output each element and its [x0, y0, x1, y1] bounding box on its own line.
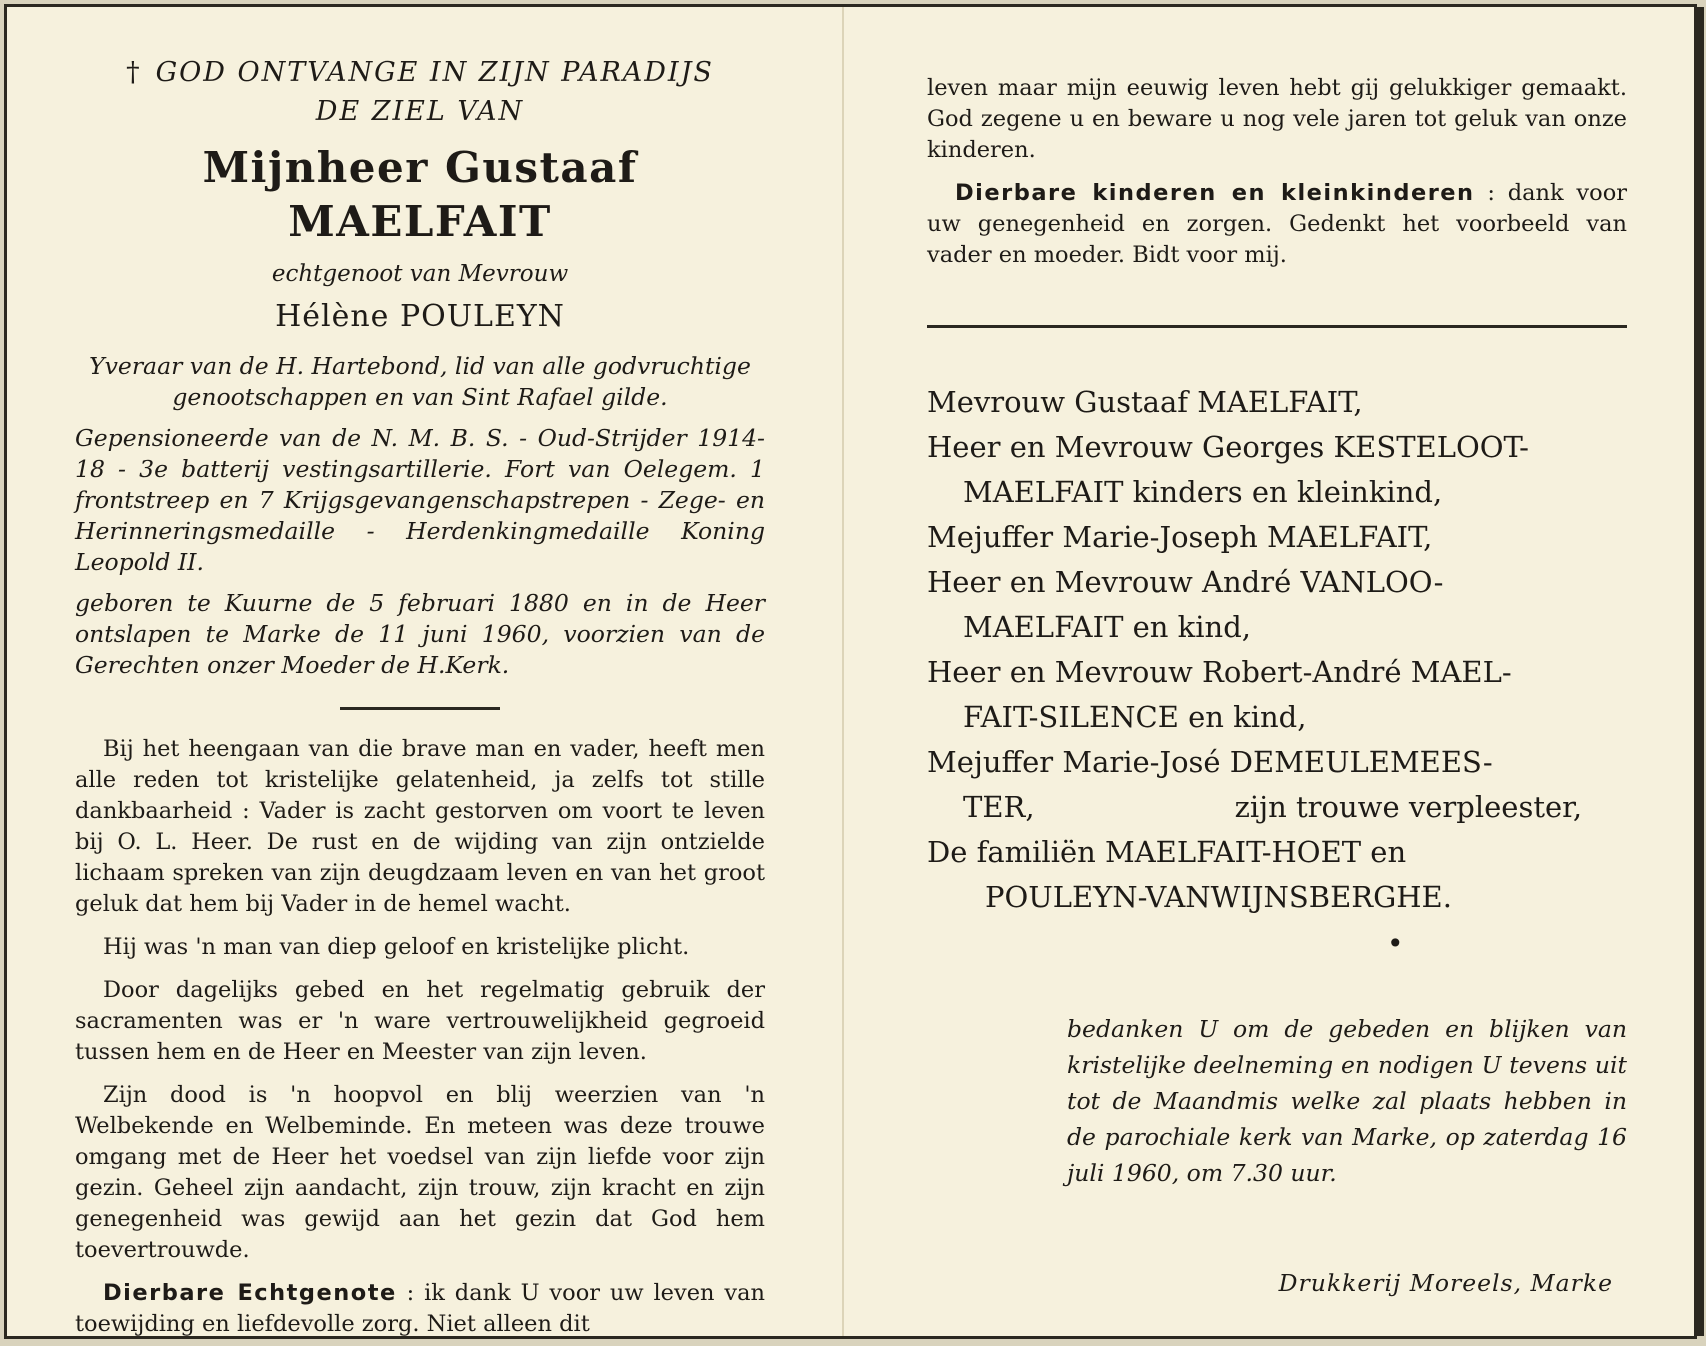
- family-line: POULEYN-VANWIJNSBERGHE.: [985, 880, 1452, 914]
- family-line: Heer en Mevrouw Robert-André MAEL-: [927, 655, 1512, 689]
- card-fold: [842, 7, 844, 1336]
- family-line: MAELFAIT en kind,: [963, 610, 1251, 644]
- family-line: De familiën MAELFAIT-HOET en: [927, 835, 1407, 869]
- spouse-address-heading: Dierbare Echtgenote: [103, 1280, 397, 1306]
- right-page: [927, 73, 1627, 1297]
- family-line: [927, 785, 1627, 830]
- service-text: Gepensioneerde van de N. M. B. S. - Oud-Strijder 1914-18 - 3e batterij vestingsartillerie. Fort van Oelegem. 1 frontstreep en 7 Krijgsgevangenschapstrepen - Zege- en Herinneringsmedaille - Herdenkingmedaille Koning Leopold II.: [75, 424, 765, 576]
- spouse-intro: echtgenoot van Mevrouw: [271, 261, 569, 287]
- children-text: : dank voor uw genegenheid en zorgen. Gedenkt het voorbeeld van vader en moeder. Bidt voor mij.: [927, 180, 1627, 268]
- children-heading: Dierbare kinderen en kleinkinderen: [955, 180, 1475, 206]
- nurse-role: zijn trouwe verpleester,: [1234, 790, 1583, 824]
- memberships-text: Yveraar van de H. Hartebond, lid van alle godvruchtige genootschappen en van Sint Rafael gilde.: [89, 352, 751, 411]
- memorial-card: [4, 4, 1697, 1339]
- continued-text: leven maar mijn eeuwig leven hebt gij gelukkiger gemaakt. God zegene u en beware u nog vele jaren tot geluk van onze kinderen.: [927, 75, 1627, 163]
- family-line: MAELFAIT kinders en kleinkind,: [963, 475, 1443, 509]
- family-line: Mejuffer Marie-Joseph MAELFAIT,: [927, 520, 1433, 554]
- left-page: [75, 53, 765, 1340]
- paragraph-3: Door dagelijks gebed en het regelmatig gebruik der sacramenten was er 'n ware vertrouwelijkheid gegroeid tussen hem en de Heer en Meester van zijn leven.: [75, 977, 765, 1065]
- spouse-address-text: : ik dank U voor uw leven van toewijding en liefdevolle zorg. Niet alleen dit: [75, 1280, 765, 1337]
- cross-icon: †: [126, 57, 142, 88]
- deceased-name: Mijnheer Gustaaf MAELFAIT: [202, 143, 638, 246]
- family-list: [927, 380, 1627, 920]
- printer-credit: Drukkerij Moreels, Marke: [1278, 1269, 1613, 1297]
- birth-death-text: geboren te Kuurne de 5 februari 1880 en in de Heer ontslapen te Marke de 11 juni 1960, voorzien van de Gerechten onzer Moeder de H.Kerk.: [75, 589, 765, 679]
- family-line: FAIT-SILENCE en kind,: [963, 700, 1307, 734]
- family-line: Mevrouw Gustaaf MAELFAIT,: [927, 385, 1363, 419]
- spouse-name: Hélène POULEYN: [275, 299, 565, 334]
- prayer-line-1: GOD ONTVANGE IN ZIJN PARADIJS: [155, 57, 714, 88]
- family-line: Heer en Mevrouw André VANLOO-: [927, 565, 1444, 599]
- prayer-line-2: DE ZIEL VAN: [315, 96, 525, 127]
- prayer-heading: [75, 53, 765, 131]
- children-paragraph: [927, 178, 1627, 271]
- family-line-part: TER,: [963, 790, 1035, 824]
- separator-dot: •: [1387, 927, 1404, 960]
- thanks-text: bedanken U om de gebeden en blijken van kristelijke deelneming en nodigen U tevens uit tot de Maandmis welke zal plaats hebben in de parochiale kerk van Marke, op zaterdag 16 juli 1960, om 7.30 uur.: [1067, 1015, 1627, 1187]
- paragraph-2: Hij was 'n man van diep geloof en kristelijke plicht.: [103, 934, 690, 960]
- paragraph-1: Bij het heengaan van die brave man en vader, heeft men alle reden tot kristelijke gelatenheid, ja zelfs tot stille dankbaarheid : Vader is zacht gestorven om voort te leven bij O. L. Heer. De rust en de wijding van zijn ontzielde lichaam spreken van zijn deugdzaam leven en van het groot geluk dat hem bij Vader in de hemel wacht.: [75, 736, 765, 917]
- paragraph-5: [75, 1278, 765, 1340]
- divider-long: [927, 325, 1627, 328]
- paragraph-4: Zijn dood is 'n hoopvol en blij weerzien van 'n Welbekende en Welbeminde. En meteen was deze trouwe omgang met de Heer het voedsel van zijn liefde voor zijn gezin. Geheel zijn aandacht, zijn trouw, zijn kracht en zijn genegenheid was gewijd aan het gezin dat God hem toevertrouwde.: [75, 1082, 765, 1263]
- divider: [340, 707, 500, 710]
- family-line: Mejuffer Marie-José DEMEULEMEES-: [927, 745, 1493, 779]
- family-line: Heer en Mevrouw Georges KESTELOOT-: [927, 430, 1529, 464]
